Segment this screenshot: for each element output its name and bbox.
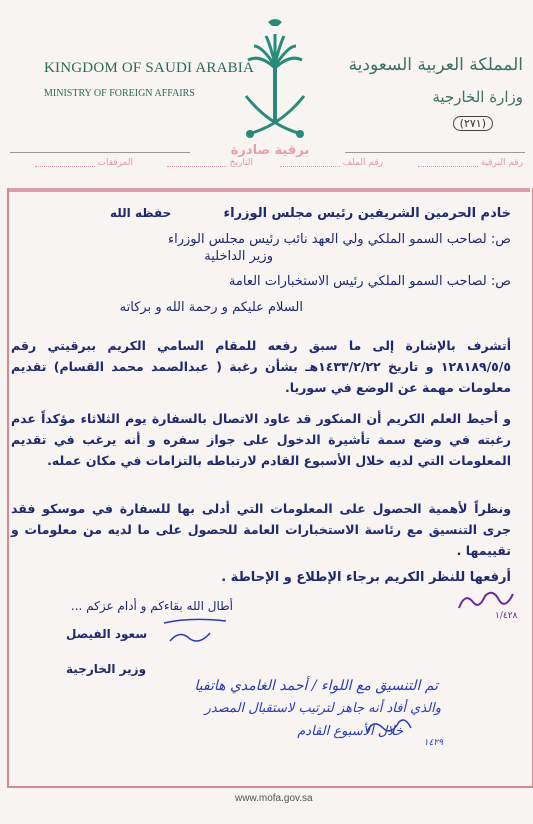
handwritten-note-line-3: خلال الأسبوع القادم xyxy=(297,724,403,739)
field-number-label: رقم البرقية xyxy=(418,158,523,168)
letterhead-arabic-kingdom: المملكة العربية السعودية xyxy=(348,55,523,75)
letterhead-english-kingdom: KINGDOM OF SAUDI ARABIA xyxy=(44,60,255,76)
reference-number: (٢٧١) xyxy=(453,116,493,131)
paragraph-1: أتشرف بالإشارة إلى ما سبق رفعه للمقام السامي الكريم ببرقيتي رقم ١٢٨١٨٩/٥/٥ و تاريخ ١٤٣٣/٢/٢٢هـ بشأن رغبة ( عبدالصمد محمد القسام) تقديم معلومات مهمة عن الوضع في سوريا. xyxy=(11,338,511,395)
saudi-emblem-icon xyxy=(240,16,310,148)
addressee-honorific: حفظه الله xyxy=(110,206,172,220)
header-rule-left xyxy=(10,152,190,153)
handwritten-note-line-1: تم التنسيق مع اللواء / أحمد الغامدي هاتفيا xyxy=(194,678,438,694)
margin-scribble-purple xyxy=(455,586,519,620)
cc-line-interior: وزير الداخلية xyxy=(204,249,273,264)
handwritten-note-date: ١٤٢٩ xyxy=(423,738,443,748)
header-fields-row xyxy=(0,158,533,174)
field-date-label: التاريخ xyxy=(167,158,253,168)
field-file-label: رقم الملف xyxy=(280,158,383,168)
signatory-name: سعود الفيصل xyxy=(66,627,148,641)
paragraph-3: ونظراً لأهمية الحصول على المعلومات التي أدلى بها للسفارة في موسكو فقد جرى التنسيق مع رئاسة الاستخبارات العامة للحصول على ما لديه من معلومات و تقييمها . xyxy=(11,501,511,558)
footer-url: www.mofa.gov.sa xyxy=(235,793,313,804)
margin-date-text: ١/٤٢٨ xyxy=(495,611,518,620)
field-attachments-label: المرفقات xyxy=(35,158,133,168)
document-type-title: برقية صادرة xyxy=(230,143,310,158)
handwritten-signature-icon xyxy=(365,716,415,740)
closing-phrase: أطال الله بقاءكم و أدام عزكم ... xyxy=(70,599,233,613)
paragraph-4: أرفعها للنظر الكريم برجاء الإطلاع و الإحاطة . xyxy=(221,570,511,585)
cc-line-intelligence: ص: لصاحب السمو الملكي رئيس الاستخبارات العامة xyxy=(228,274,511,289)
signatory-title: وزير الخارجية xyxy=(66,662,147,676)
letterhead-english-ministry: MINISTRY OF FOREIGN AFFAIRS xyxy=(44,88,195,99)
greeting: السلام عليكم و رحمة الله و بركاته xyxy=(119,300,303,315)
cc-line-crown-prince: ص: لصاحب السمو الملكي ولي العهد نائب رئيس مجلس الوزراء xyxy=(168,232,511,247)
addressee-main: خادم الحرمين الشريفين رئيس مجلس الوزراء xyxy=(223,206,511,221)
letterhead-arabic-ministry: وزارة الخارجية xyxy=(432,88,523,106)
header-rule-right xyxy=(345,152,525,153)
margin-scribble-blue xyxy=(160,615,230,647)
handwritten-note-line-2: والذي أفاد أنه جاهز لترتيب لاستقبال المصدر xyxy=(204,701,441,716)
paragraph-2: و أحيط العلم الكريم أن المنكور قد عاود الاتصال بالسفارة يوم الثلاثاء مؤكداً عدم رغبته في وضع سمة تأشيرة الدخول على جواز سفره و أنه يرغب في تقديم المعلومات التي لديه خلال الأسبوع القادم لارتباطه بالتزامات في مكان عمله. xyxy=(11,411,511,468)
